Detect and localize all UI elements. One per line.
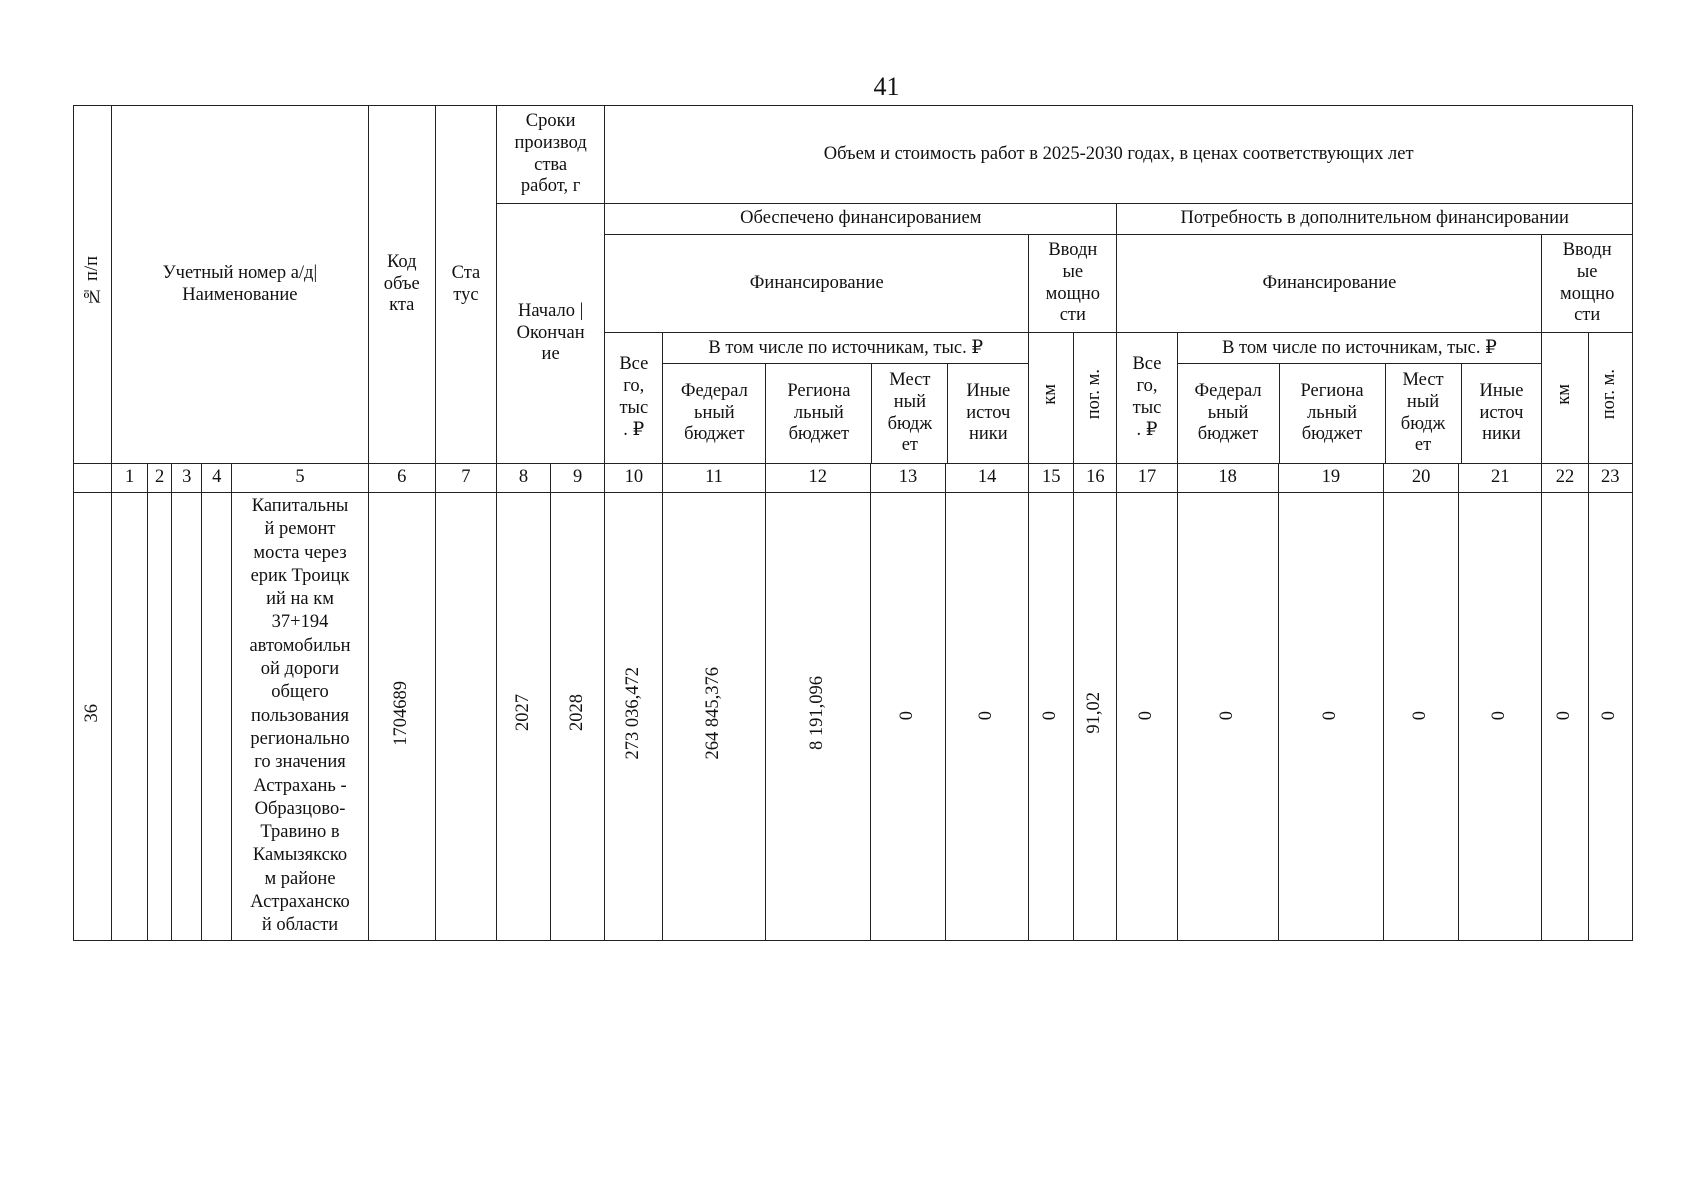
row-secured-federal: 264 845,376 — [663, 493, 765, 941]
header-secured-federal: Федерал ьный бюджет — [663, 364, 766, 463]
column-number: 15 — [1029, 464, 1074, 493]
column-number-blank — [74, 464, 112, 493]
row-add-regional: 0 — [1278, 493, 1383, 941]
header-secured-by-sources: В том числе по источникам, тыс. ₽ — [663, 333, 1028, 364]
header-start-end: Начало | Окончан ие — [496, 204, 604, 464]
row-secured-other: 0 — [946, 493, 1029, 941]
column-number: 1 — [112, 464, 148, 493]
row-status — [435, 493, 496, 941]
column-number: 19 — [1278, 464, 1383, 493]
row-secured-pogm: 91,02 — [1074, 493, 1117, 941]
column-numbers-row — [74, 464, 1633, 493]
header-secured-local: Мест ный бюдж ет — [872, 364, 948, 463]
header-code: Код объе кта — [368, 106, 435, 464]
header-name: Учетный номер а/д| Наименование — [112, 106, 369, 464]
column-number: 20 — [1384, 464, 1459, 493]
program-table — [73, 105, 1633, 941]
header-secured-sources — [663, 333, 1029, 464]
header-add-total: Все го, тыс . ₽ — [1117, 333, 1177, 464]
row-secured-total: 273 036,472 — [605, 493, 663, 941]
column-number: 17 — [1117, 464, 1177, 493]
column-number: 3 — [172, 464, 202, 493]
column-number: 16 — [1074, 464, 1117, 493]
table-row — [74, 493, 1633, 941]
cell-col-4 — [202, 493, 232, 941]
header-add-km: км — [1542, 333, 1588, 464]
header-status: Ста тус — [435, 106, 496, 464]
column-number: 11 — [663, 464, 765, 493]
header-secured-other: Иные источ ники — [966, 380, 1011, 445]
header-secured-regional: Региона льный бюджет — [766, 364, 872, 463]
column-number: 12 — [765, 464, 870, 493]
column-number: 7 — [435, 464, 496, 493]
header-secured-pogm: пог. м. — [1074, 333, 1117, 464]
column-number: 23 — [1588, 464, 1633, 493]
column-number: 4 — [202, 464, 232, 493]
header-add-by-sources: В том числе по источникам, тыс. ₽ — [1178, 333, 1542, 364]
header-no: № п/п — [74, 106, 112, 464]
header-add-capacity: Вводн ые мощно сти — [1542, 235, 1633, 333]
header-add-sources — [1177, 333, 1542, 464]
column-number: 14 — [946, 464, 1029, 493]
header-secured-km: км — [1029, 333, 1074, 464]
row-secured-km: 0 — [1029, 493, 1074, 941]
header-secured-total: Все го, тыс . ₽ — [605, 333, 663, 464]
cell-col-1 — [112, 493, 148, 941]
column-number: 6 — [368, 464, 435, 493]
column-number: 8 — [496, 464, 550, 493]
header-secured-financing: Финансирование — [605, 235, 1029, 333]
header-add-federal: Федерал ьный бюджет — [1178, 364, 1280, 463]
row-add-other: 0 — [1459, 493, 1542, 941]
column-number: 2 — [148, 464, 172, 493]
header-add-other: Иные источ ники — [1479, 380, 1524, 445]
header-add-financing: Финансирование — [1117, 235, 1542, 333]
header-secured: Обеспечено финансированием — [605, 204, 1117, 235]
row-secured-local: 0 — [870, 493, 945, 941]
row-add-km: 0 — [1542, 493, 1588, 941]
column-number: 18 — [1177, 464, 1278, 493]
row-add-federal: 0 — [1177, 493, 1278, 941]
header-secured-capacity: Вводн ые мощно сти — [1029, 235, 1117, 333]
row-no: 36 — [74, 493, 112, 941]
row-add-local: 0 — [1384, 493, 1459, 941]
row-add-total: 0 — [1117, 493, 1177, 941]
header-add-local: Мест ный бюдж ет — [1386, 364, 1462, 463]
row-secured-regional: 8 191,096 — [765, 493, 870, 941]
column-number: 9 — [551, 464, 605, 493]
row-name: Капитальны й ремонт моста через ерик Троицк ий на км 37+194 автомобильн ой дороги общего пользования регионально го значения Астрахань - Образцово- Травино в Камызякско м районе Астраханско й области — [232, 493, 368, 941]
header-terms: Сроки производ ства работ, г — [496, 106, 604, 204]
page-number: 41 — [873, 72, 900, 101]
header-add-regional: Региона льный бюджет — [1280, 364, 1386, 463]
column-number: 5 — [232, 464, 368, 493]
row-end: 2028 — [551, 493, 605, 941]
header-additional: Потребность в дополнительном финансировании — [1117, 204, 1633, 235]
column-number: 10 — [605, 464, 663, 493]
cell-col-3 — [172, 493, 202, 941]
row-code: 1704689 — [368, 493, 435, 941]
column-number: 22 — [1542, 464, 1588, 493]
column-number: 13 — [870, 464, 945, 493]
row-add-pogm: 0 — [1588, 493, 1633, 941]
header-add-pogm: пог. м. — [1588, 333, 1633, 464]
cell-col-2 — [148, 493, 172, 941]
column-number: 21 — [1459, 464, 1542, 493]
header-volume: Объем и стоимость работ в 2025-2030 годах, в ценах соответствующих лет — [605, 106, 1633, 204]
row-start: 2027 — [496, 493, 550, 941]
